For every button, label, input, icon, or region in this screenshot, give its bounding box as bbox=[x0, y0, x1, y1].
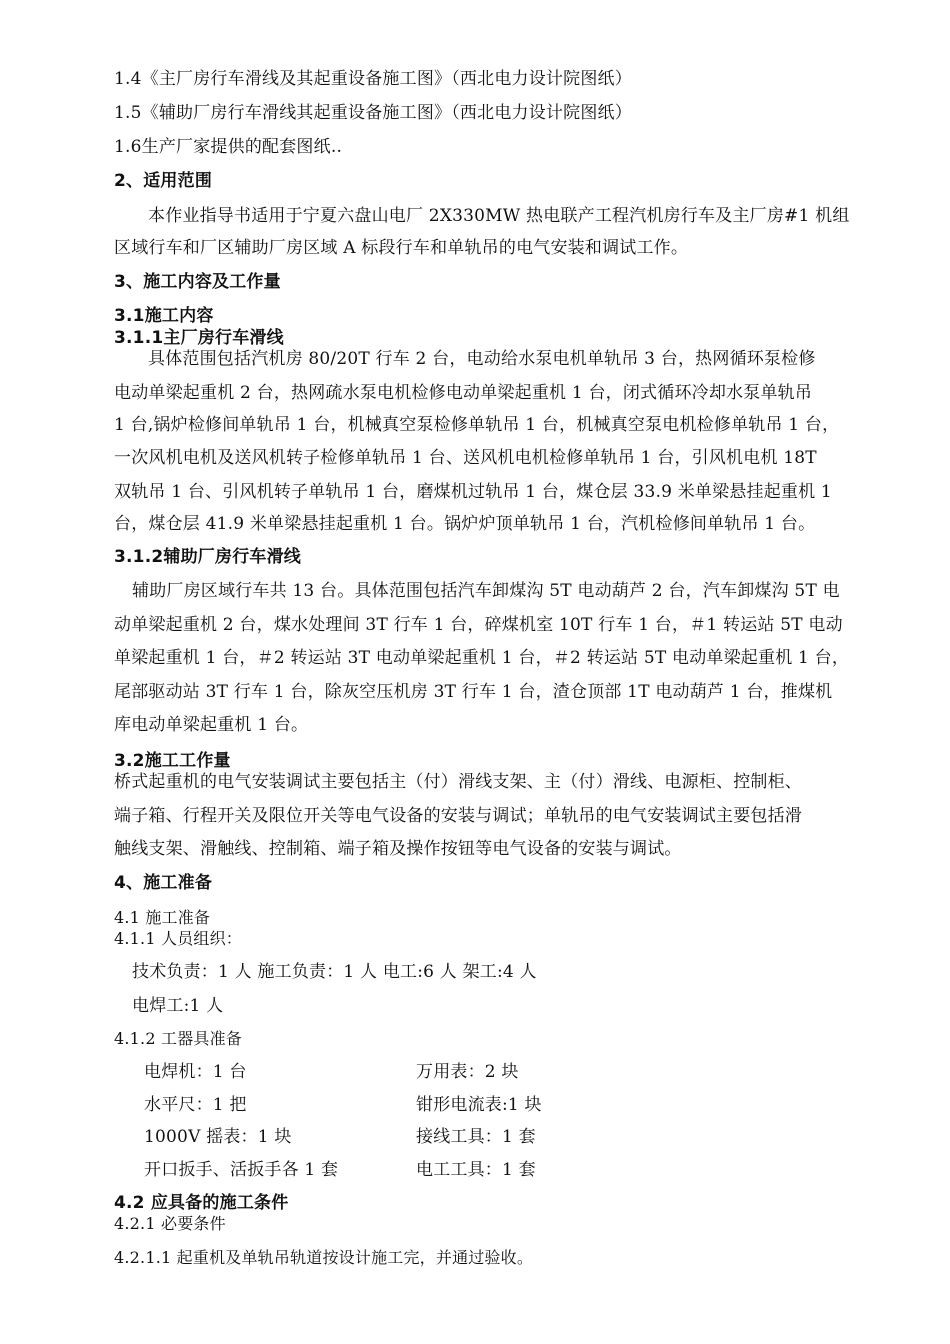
section-4-1-heading: 4.1 施工准备 bbox=[114, 908, 211, 927]
section-4-1-2-heading: 4.1.2 工器具准备 bbox=[114, 1029, 242, 1048]
staff-line: 技术负责：1 人 施工负责：1 人 电工:6 人 架工:4 人 bbox=[132, 962, 537, 982]
section-3-2-line: 桥式起重机的电气安装调试主要包括主（付）滑线支架、主（付）滑线、电源柜、控制柜、 bbox=[114, 772, 802, 792]
reference-1-6: 1.6生产厂家提供的配套图纸.. bbox=[114, 137, 343, 157]
section-3-1-2-line: 单梁起重机 1 台，＃2 转运站 3T 电动单梁起重机 1 台，＃2 转运站 5T 电动单梁起重机 1 台， bbox=[114, 648, 850, 668]
reference-1-4: 1.4《主厂房行车滑线及其起重设备施工图》（西北电力设计院图纸） bbox=[114, 69, 632, 89]
section-3-1-2-line: 辅助厂房区域行车共 13 台。具体范围包括汽车卸煤沟 5T 电动葫芦 2 台，汽车卸煤沟 5T 电 bbox=[132, 581, 840, 601]
section-4-heading: 4、施工准备 bbox=[114, 873, 213, 893]
tool-item: 开口扳手、活扳手各 1 套 bbox=[144, 1160, 339, 1180]
section-3-1-2-line: 尾部驱动站 3T 行车 1 台，除灰空压机房 3T 行车 1 台，渣仓顶部 1T 电动葫芦 1 台，推煤机 bbox=[114, 682, 833, 702]
section-2-paragraph-line: 本作业指导书适用于宁夏六盘山电厂 2X330MW 热电联产工程汽机房行车及主厂房#1 机组 bbox=[148, 206, 850, 226]
tool-item: 电焊机：1 台 bbox=[144, 1062, 247, 1082]
section-3-1-1-heading: 3.1.1主厂房行车滑线 bbox=[114, 328, 284, 348]
section-3-1-1-line: 台，煤仓层 41.9 米单梁悬挂起重机 1 台。锅炉炉顶单轨吊 1 台，汽机检修间单轨吊 1 台。 bbox=[114, 514, 816, 534]
section-3-2-line: 触线支架、滑触线、控制箱、端子箱及操作按钮等电气设备的安装与调试。 bbox=[114, 839, 682, 859]
reference-1-5: 1.5《辅助厂房行车滑线其起重设备施工图》（西北电力设计院图纸） bbox=[114, 103, 632, 123]
section-4-2-heading: 4.2 应具备的施工条件 bbox=[114, 1193, 289, 1213]
staff-line: 电焊工:1 人 bbox=[132, 996, 224, 1016]
section-3-1-1-line: 一次风机电机及送风机转子检修单轨吊 1 台、送风机电机检修单轨吊 1 台，引风机电机 18T bbox=[114, 448, 817, 468]
section-3-1-heading: 3.1施工内容 bbox=[114, 306, 214, 326]
section-3-1-1-line: 1 台,锅炉检修间单轨吊 1 台，机械真空泵检修单轨吊 1 台，机械真空泵电机检修单轨吊 1 台， bbox=[114, 415, 840, 435]
section-4-2-1-heading: 4.2.1 必要条件 bbox=[114, 1214, 226, 1233]
section-2-paragraph-line: 区域行车和厂区辅助厂房区域 A 标段行车和单轨吊的电气安装和调试工作。 bbox=[114, 238, 689, 258]
tool-item: 万用表：2 块 bbox=[416, 1062, 519, 1082]
tool-item: 1000V 摇表：1 块 bbox=[144, 1127, 292, 1147]
section-3-2-heading: 3.2施工工作量 bbox=[114, 751, 231, 771]
section-3-1-1-line: 电动单梁起重机 2 台，热网疏水泵电机检修电动单梁起重机 1 台，闭式循环冷却水泵单轨吊 bbox=[114, 383, 813, 403]
section-4-2-1-1-line: 4.2.1.1 起重机及单轨吊轨道按设计施工完，并通过验收。 bbox=[114, 1248, 534, 1267]
section-3-heading: 3、施工内容及工作量 bbox=[114, 272, 281, 292]
tool-item: 钳形电流表:1 块 bbox=[416, 1095, 542, 1115]
section-3-2-line: 端子箱、行程开关及限位开关等电气设备的安装与调试；单轨吊的电气安装调试主要包括滑 bbox=[114, 806, 802, 826]
section-2-heading: 2、适用范围 bbox=[114, 171, 213, 191]
section-4-1-1-heading: 4.1.1 人员组织： bbox=[114, 929, 242, 948]
section-3-1-2-line: 动单梁起重机 2 台，煤水处理间 3T 行车 1 台，碎煤机室 10T 行车 1 台，＃1 转运站 5T 电动 bbox=[114, 615, 843, 635]
section-3-1-2-line: 库电动单梁起重机 1 台。 bbox=[114, 715, 309, 735]
section-3-1-1-line: 双轨吊 1 台、引风机转子单轨吊 1 台，磨煤机过轨吊 1 台，煤仓层 33.9 米单梁悬挂起重机 1 bbox=[114, 482, 832, 502]
section-3-1-2-heading: 3.1.2辅助厂房行车滑线 bbox=[114, 547, 302, 567]
tool-item: 电工工具：1 套 bbox=[416, 1160, 536, 1180]
section-3-1-1-line: 具体范围包括汽机房 80/20T 行车 2 台，电动给水泵电机单轨吊 3 台，热网循环泵检修 bbox=[148, 349, 816, 369]
tool-item: 水平尺：1 把 bbox=[144, 1095, 247, 1115]
tool-item: 接线工具：1 套 bbox=[416, 1127, 536, 1147]
